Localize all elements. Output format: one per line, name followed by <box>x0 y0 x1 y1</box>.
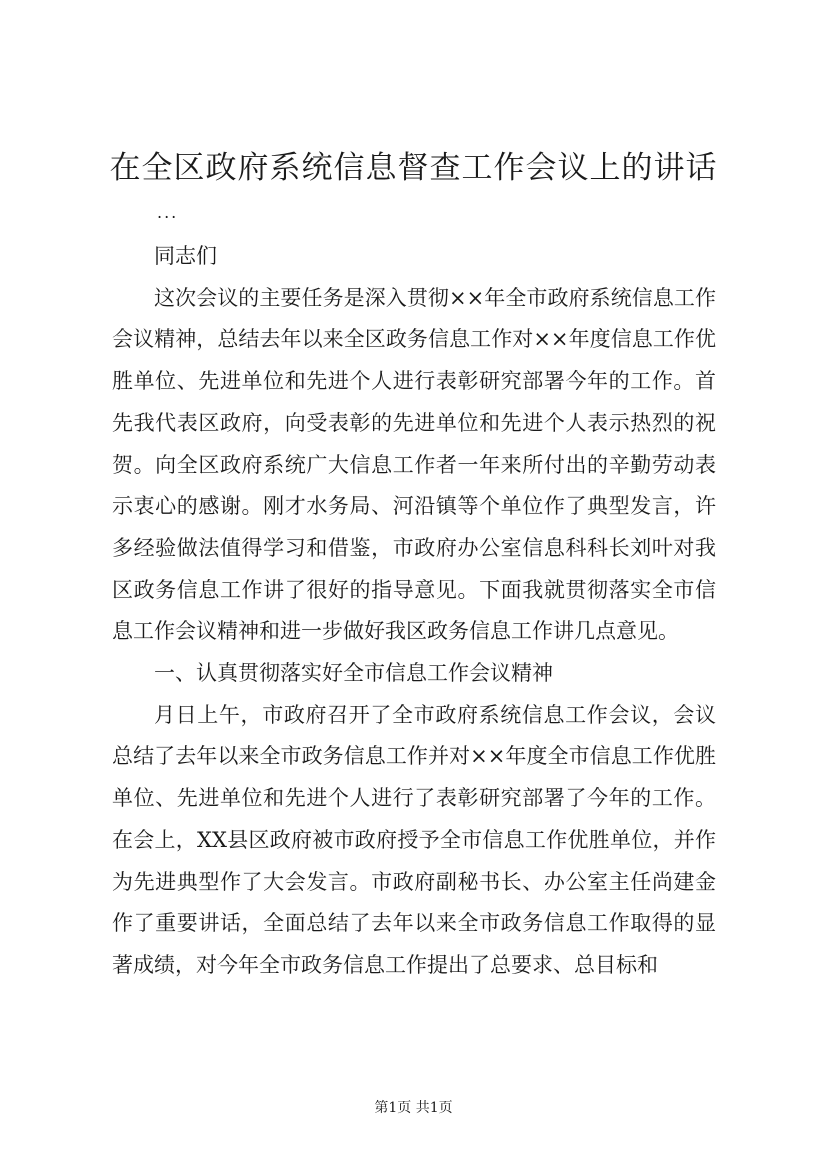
ellipsis-marker: ... <box>157 203 179 222</box>
document-title: 在全区政府系统信息督查工作会议上的讲话 <box>109 150 718 186</box>
paragraph-intro: 这次会议的主要任务是深入贯彻××年全市政府系统信息工作会议精神，总结去年以来全区政务信息工作对××年度信息工作优胜单位、先进单位和先进个人进行表彰研究部署今年的工作。首先我代表区政府，向受表彰的先进单位和先进个人表示热烈的祝贺。向全区政府系统广大信息工作者一年来所付出的辛勤劳动表示衷心的感谢。刚才水务局、河沿镇等个单位作了典型发言，许多经验做法值得学习和借鉴，市政府办公室信息科科长刘叶对我区政务信息工作讲了很好的指导意见。下面我就贯彻落实全市信息工作会议精神和进一步做好我区政务信息工作讲几点意见。 <box>112 285 716 644</box>
page-indicator: 第1页 共1页 <box>374 1100 453 1116</box>
document-body <box>112 236 716 987</box>
section-heading-1: 一、认真贯彻落实好全市信息工作会议精神 <box>154 661 553 686</box>
salutation: 同志们 <box>154 244 217 268</box>
paragraph-section-1: 月日上午，市政府召开了全市政府系统信息工作会议，会议总结了去年以来全市政务信息工作并对××年度全市信息工作优胜单位、先进单位和先进个人进行了表彰研究部署了今年的工作。在会上，XX县区政府被市政府授予全市信息工作优胜单位，并作为先进典型作了大会发言。市政府副秘书长、办公室主任尚建金作了重要讲话，全面总结了去年以来全市政务信息工作取得的显著成绩，对今年全市政务信息工作提出了总要求、总目标和 <box>112 702 716 977</box>
